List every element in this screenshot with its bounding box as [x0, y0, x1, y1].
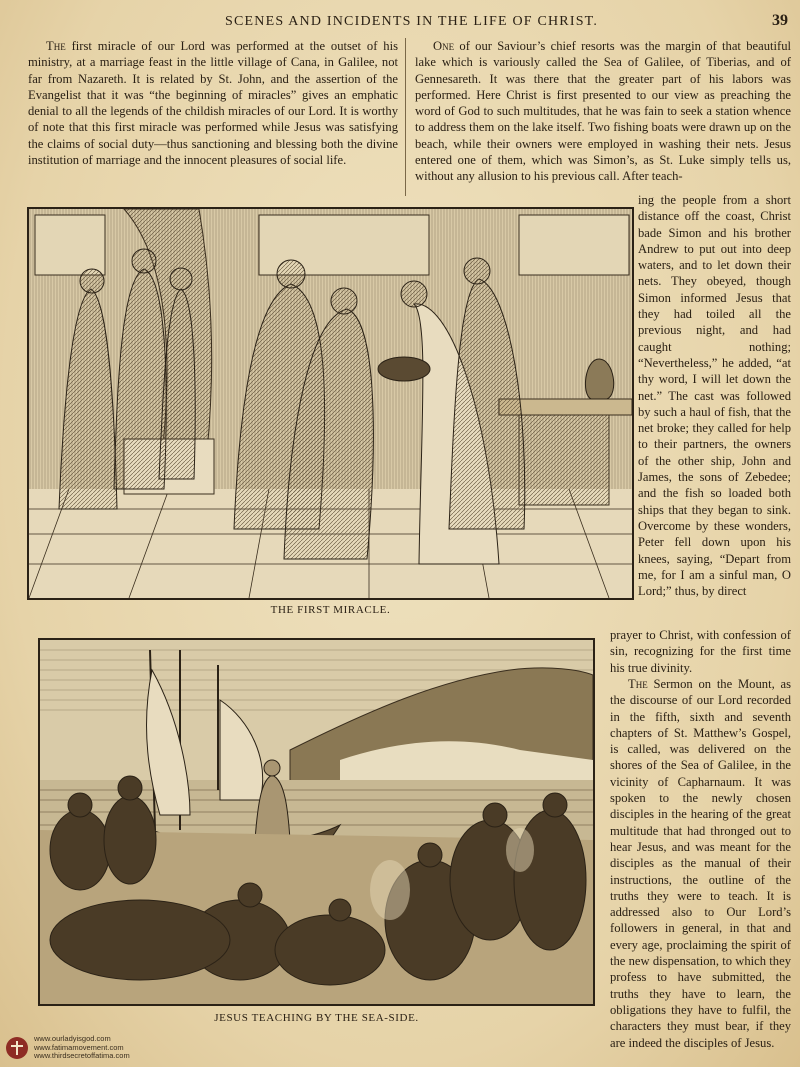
paragraph-first-miracle: first miracle of our Lord was performed at the outset of his ministry, at a marriage feast in the little village of Cana, in Galilee, not far from Nazareth. It is related by St. John, and the assertion of the Evangelist that it was “the beginning of miracles” gives an emphatic denial to all the legends of the childish miracles of our Lord. It is worthy of note that this first miracle was performed while Jesus was satisfying the claims of social duty—thus sanctioning and blessing both the divine institution of marriage and the innocent pleasures of social life. — [28, 39, 398, 168]
footer-link[interactable]: www.thirdsecretoffatima.com — [34, 1051, 130, 1061]
wedding-feast-illustration — [29, 209, 632, 598]
paragraph-confession: prayer to Christ, with confession of sin, recognizing for the first time his true divinity. — [610, 628, 791, 675]
column-divider — [405, 38, 406, 196]
engraving-sea-side — [38, 638, 595, 1006]
footer-links — [34, 1035, 130, 1061]
paragraph-miraculous-draught: ing the people from a short distance off the coast, Christ bade Simon and his brother Andrew to put out into deep waters, and to let down their nets. They obeyed, though Simon informed Jesus that they had toiled all the previous night, and had caught nothing; “Nevertheless,” he added, “at thy word, I will let down the net.” The cast was followed by such a haul of fish, that the net broke; they called for help to their partners, the owners of the other ship, John and James, the sons of Zebedee; and the fish so loaded both ships that they began to sink. Overcome by these wonders, Peter fell down upon his knees, saying, “Depart from me, for I am a sinful man, O Lord;” thus, by direct — [638, 193, 791, 599]
sea-side-illustration — [40, 640, 593, 1004]
footer-watermark — [6, 1035, 130, 1061]
dropcap-lead: The — [628, 677, 648, 691]
right-column-text — [415, 38, 791, 188]
page-header — [0, 10, 800, 34]
footer-link[interactable]: www.ourladyisgod.com — [34, 1034, 111, 1044]
footer-link[interactable]: www.fatimamovement.com — [34, 1042, 124, 1052]
page-number: 39 — [772, 12, 788, 29]
engraving-first-miracle — [27, 207, 634, 600]
right-narrow-text-2 — [610, 676, 791, 1050]
cross-logo-icon — [6, 1037, 28, 1059]
caption-sea-side: JESUS TEACHING BY THE SEA-SIDE. — [214, 1012, 419, 1024]
paragraph-sermon-on-mount: Sermon on the Mount, as the discourse of our Lord recorded in the fifth, sixth and seventh chapters of St. Matthew’s Gospel, is called, was delivered on the shores of the Sea of Galilee, in the vicinity of Capharnaum. It was spoken to the newly chosen disciples in the hearing of the great multitude that had thronged out to hear Jesus, and was meant for the disciples as the manual of their instructions, the outline of the truths they were to teach. It is addressed also to Our Lord’s followers in general, in that and every age, proclaiming the spirit of the new dispensation, to which they profess to have submitted, the truths they have to learn, the obligations they have to fulfil, the characters they must bear, if they are indeed the disciples of Jesus. — [610, 677, 791, 1050]
dropcap-lead: The — [46, 39, 66, 53]
running-title: SCENES AND INCIDENTS IN THE LIFE OF CHRIST. — [225, 14, 599, 29]
paragraph-sea-of-galilee: of our Saviour’s chief resorts was the margin of that beautiful lake which is variously called the Sea of Galilee, of Tiberias, and of Gennesareth. It was there that the greater part of his labors was performed. Here Christ is first presented to our view as preaching the word of God to such multitudes, that he was fain to seek a station whence to address them on the lake itself. Two fishing boats were drawn up on the beach, while their owners were employed in washing their nets. Jesus entered one of them, which was Simon’s, as St. Luke simply tells us, without any allusion to his previous call. After teach- — [415, 39, 791, 184]
caption-first-miracle: THE FIRST MIRACLE. — [270, 604, 391, 616]
dropcap-lead: One — [433, 39, 455, 53]
left-column-text — [28, 38, 398, 198]
right-narrow-text-1 — [638, 192, 791, 632]
right-wide-text — [610, 627, 791, 675]
